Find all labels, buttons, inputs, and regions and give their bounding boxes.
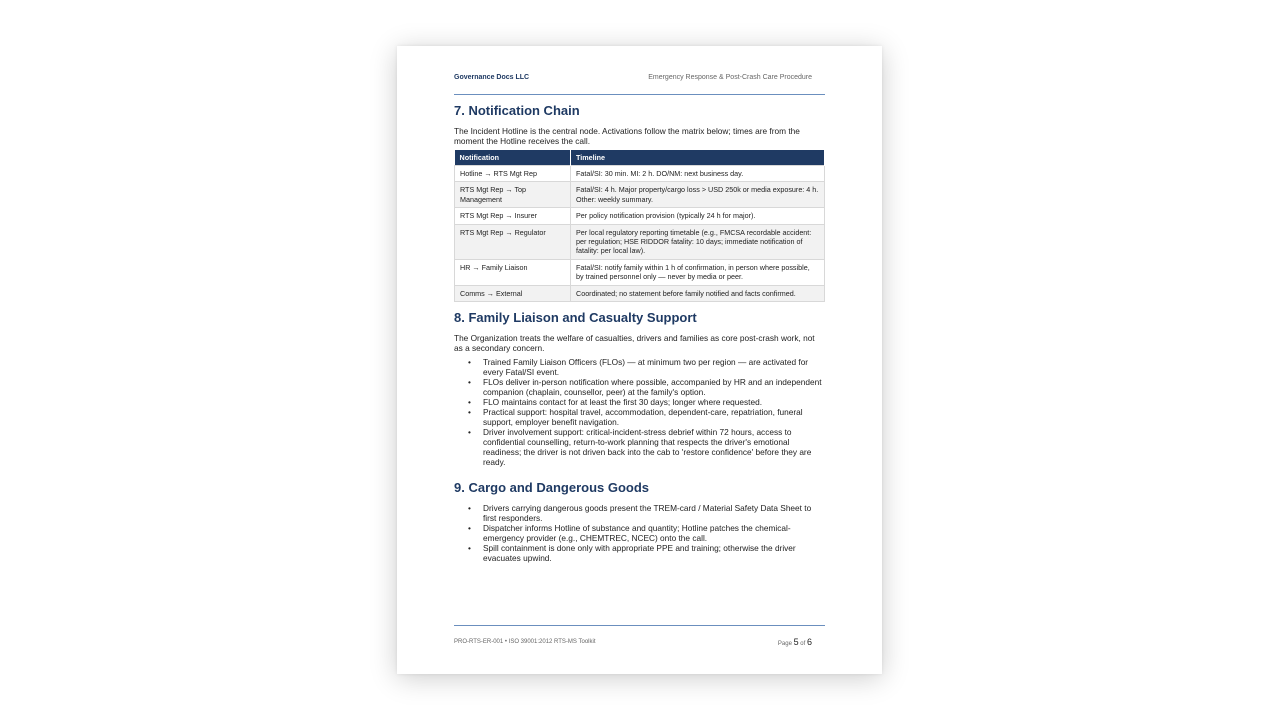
column-header-notification: Notification xyxy=(455,150,571,166)
page-label: Page xyxy=(777,641,792,647)
notification-cell: RTS Mgt Rep → Top Management xyxy=(455,182,571,208)
table-header-row xyxy=(455,150,825,166)
list-item xyxy=(454,427,825,467)
footer-document-code: PRO-RTS-ER-001 • ISO 39001:2012 RTS-MS Toolkit xyxy=(454,639,596,645)
page-number xyxy=(778,637,812,647)
bullet-icon: • xyxy=(468,543,471,553)
list-item-text: Practical support: hospital travel, accommodation, dependent-care, repatriation, funeral support, employer benefit navigation. xyxy=(483,407,803,427)
section-8-bullet-list xyxy=(454,357,825,467)
notification-cell: Hotline → RTS Mgt Rep xyxy=(455,166,571,182)
list-item-text: Drivers carrying dangerous goods present the TREM-card / Material Safety Data Sheet to first responders. xyxy=(483,503,812,523)
bullet-icon: • xyxy=(468,397,471,407)
table-row xyxy=(455,285,825,301)
list-item xyxy=(454,377,825,397)
section-9-heading: 9. Cargo and Dangerous Goods xyxy=(454,480,650,495)
bullet-icon: • xyxy=(468,377,471,387)
section-9-bullet-list xyxy=(454,503,825,563)
notification-cell: RTS Mgt Rep → Regulator xyxy=(455,224,571,259)
total-page-count: 6 xyxy=(806,637,812,647)
document-page xyxy=(397,46,882,674)
table-row xyxy=(455,208,825,224)
timeline-cell: Fatal/SI: 4 h. Major property/cargo loss > USD 250k or media exposure: 4 h. Other: weekly summary. xyxy=(571,182,825,208)
notification-cell: HR → Family Liaison xyxy=(455,259,571,285)
header-doc-title: Emergency Response & Post-Crash Care Procedure xyxy=(648,74,812,81)
list-item-text: Spill containment is done only with appropriate PPE and training; otherwise the driver evacuates upwind. xyxy=(483,543,796,563)
header-org: Governance Docs LLC xyxy=(454,74,530,81)
list-item-text: Driver involvement support: critical-incident-stress debrief within 72 hours, access to confidential counselling, return-to-work planning that respects the driver's emotional readiness; the driver is not driven back into the cab to 'restore confidence' before they are ready. xyxy=(483,427,812,467)
bullet-icon: • xyxy=(468,523,471,533)
list-item xyxy=(454,543,825,563)
section-7-intro: The Incident Hotline is the central node. Activations follow the matrix below; times are from the moment the Hotline receives the call. xyxy=(454,126,800,146)
section-8-heading: 8. Family Liaison and Casualty Support xyxy=(454,310,697,325)
list-item xyxy=(454,503,825,523)
table-row xyxy=(455,182,825,208)
bullet-icon: • xyxy=(468,427,471,437)
section-8-intro: The Organization treats the welfare of casualties, drivers and families as core post-crash work, not as a secondary concern. xyxy=(454,333,815,353)
table-row xyxy=(455,166,825,182)
column-header-timeline: Timeline xyxy=(571,150,825,166)
list-item-text: Dispatcher informs Hotline of substance and quantity; Hotline patches the chemical-emergency provider (e.g., CHEMTREC, NCEC) onto the call. xyxy=(483,523,791,543)
section-7-heading: 7. Notification Chain xyxy=(454,103,580,118)
page-footer xyxy=(454,625,825,647)
list-item-text: Trained Family Liaison Officers (FLOs) — at minimum two per region — are activated for every Fatal/SI event. xyxy=(483,357,809,377)
list-item xyxy=(454,397,825,407)
timeline-cell: Fatal/SI: 30 min. MI: 2 h. DO/NM: next business day. xyxy=(571,166,825,182)
bullet-icon: • xyxy=(468,407,471,417)
list-item xyxy=(454,407,825,427)
timeline-cell: Per local regulatory reporting timetable (e.g., FMCSA recordable accident: per regulation; HSE RIDDOR fatality: 10 days; immediate notification of fatality: per local law). xyxy=(571,224,825,259)
bullet-icon: • xyxy=(468,357,471,367)
timeline-cell: Fatal/SI: notify family within 1 h of confirmation, in person where possible, by trained personnel only — never by media or peer. xyxy=(571,259,825,285)
notification-cell: Comms → External xyxy=(455,285,571,301)
timeline-cell: Per policy notification provision (typically 24 h for major). xyxy=(571,208,825,224)
list-item-text: FLOs deliver in-person notification where possible, accompanied by HR and an independent companion (chaplain, counsellor, peer) at the family's option. xyxy=(483,377,822,397)
table-row xyxy=(455,259,825,285)
list-item xyxy=(454,523,825,543)
of-label: of xyxy=(800,641,806,647)
current-page-number: 5 xyxy=(793,637,799,647)
table-row xyxy=(455,224,825,259)
notification-table xyxy=(454,150,825,302)
timeline-cell: Coordinated; no statement before family notified and facts confirmed. xyxy=(571,285,825,301)
list-item-text: FLO maintains contact for at least the first 30 days; longer where requested. xyxy=(483,397,763,407)
page-header xyxy=(454,74,825,95)
list-item xyxy=(454,357,825,377)
bullet-icon: • xyxy=(468,503,471,513)
notification-cell: RTS Mgt Rep → Insurer xyxy=(455,208,571,224)
